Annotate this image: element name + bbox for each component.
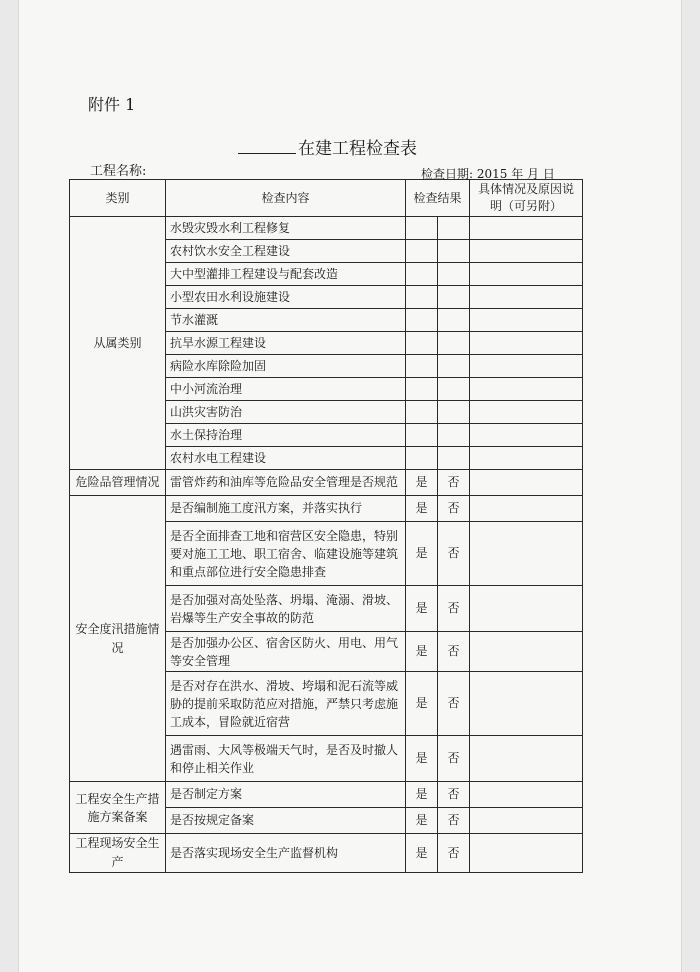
notes-cell[interactable] [470,447,583,470]
notes-cell[interactable] [470,378,583,401]
result-no-cell[interactable] [438,217,470,240]
content-cell: 雷管炸药和油库等危险品安全管理是否规范 [166,470,406,496]
content-cell: 是否对存在洪水、滑坡、垮塌和泥石流等威胁的提前采取防范应对措施，严禁只考虑施工成本，冒险就近宿营 [166,672,406,736]
result-yes-cell[interactable]: 是 [406,736,438,782]
notes-cell[interactable] [470,522,583,586]
result-no-cell[interactable] [438,355,470,378]
result-yes-cell[interactable]: 是 [406,522,438,586]
result-yes-cell[interactable] [406,286,438,309]
inspection-date-label: 检查日期: 2015 年 月 日 [421,167,555,181]
result-no-cell[interactable] [438,332,470,355]
result-no-cell[interactable]: 否 [438,672,470,736]
category-cell: 安全度汛措施情况 [70,496,166,782]
content-cell: 是否加强办公区、宿舍区防火、用电、用气等安全管理 [166,632,406,672]
result-no-cell[interactable] [438,401,470,424]
table-row [70,834,583,873]
result-no-cell[interactable]: 否 [438,522,470,586]
result-no-cell[interactable]: 否 [438,736,470,782]
notes-cell[interactable] [470,309,583,332]
result-yes-cell[interactable]: 是 [406,672,438,736]
title-text: 在建工程检查表 [298,139,417,159]
result-yes-cell[interactable] [406,378,438,401]
notes-cell[interactable] [470,401,583,424]
result-no-cell[interactable]: 否 [438,782,470,808]
notes-cell[interactable] [470,736,583,782]
notes-cell[interactable] [470,782,583,808]
notes-cell[interactable] [470,470,583,496]
content-cell: 水毁灾毁水利工程修复 [166,217,406,240]
col-header-notes: 具体情况及原因说明（可另附） [470,180,583,217]
col-header-category: 类别 [70,180,166,217]
project-name-label: 工程名称: [90,164,147,179]
notes-cell[interactable] [470,586,583,632]
table-row [70,217,583,240]
notes-cell[interactable] [470,355,583,378]
result-yes-cell[interactable] [406,332,438,355]
page-title [238,134,417,159]
content-cell: 病险水库除险加固 [166,355,406,378]
table-row [70,782,583,808]
content-cell: 是否按规定备案 [166,808,406,834]
col-header-content: 检查内容 [166,180,406,217]
result-yes-cell[interactable]: 是 [406,470,438,496]
table-row [70,470,583,496]
result-yes-cell[interactable]: 是 [406,632,438,672]
result-yes-cell[interactable] [406,447,438,470]
result-no-cell[interactable] [438,309,470,332]
category-cell: 从属类别 [70,217,166,470]
result-no-cell[interactable]: 否 [438,808,470,834]
notes-cell[interactable] [470,424,583,447]
content-cell: 农村水电工程建设 [166,447,406,470]
result-no-cell[interactable] [438,378,470,401]
attachment-label: 附件 1 [88,95,136,114]
result-yes-cell[interactable]: 是 [406,496,438,522]
notes-cell[interactable] [470,496,583,522]
result-no-cell[interactable]: 否 [438,586,470,632]
category-cell: 工程安全生产措施方案备案 [70,782,166,834]
notes-cell[interactable] [470,672,583,736]
content-cell: 中小河流治理 [166,378,406,401]
notes-cell[interactable] [470,332,583,355]
result-no-cell[interactable]: 否 [438,470,470,496]
notes-cell[interactable] [470,217,583,240]
content-cell: 遇雷雨、大风等极端天气时，是否及时撤人和停止相关作业 [166,736,406,782]
content-cell: 抗旱水源工程建设 [166,332,406,355]
notes-cell[interactable] [470,632,583,672]
result-yes-cell[interactable]: 是 [406,782,438,808]
result-yes-cell[interactable] [406,424,438,447]
result-yes-cell[interactable] [406,309,438,332]
notes-cell[interactable] [470,834,583,873]
table-header-row [70,180,583,217]
inspection-table [69,179,583,873]
notes-cell[interactable] [470,808,583,834]
col-header-result: 检查结果 [406,180,470,217]
content-cell: 是否加强对高处坠落、坍塌、淹溺、滑坡、岩爆等生产安全事故的防范 [166,586,406,632]
category-cell: 工程现场安全生产 [70,834,166,873]
content-cell: 小型农田水利设施建设 [166,286,406,309]
result-yes-cell[interactable] [406,263,438,286]
result-yes-cell[interactable]: 是 [406,808,438,834]
content-cell: 山洪灾害防治 [166,401,406,424]
result-no-cell[interactable] [438,286,470,309]
notes-cell[interactable] [470,263,583,286]
notes-cell[interactable] [470,286,583,309]
result-no-cell[interactable] [438,424,470,447]
content-cell: 农村饮水安全工程建设 [166,240,406,263]
result-yes-cell[interactable] [406,240,438,263]
content-cell: 水土保持治理 [166,424,406,447]
content-cell: 节水灌溉 [166,309,406,332]
result-no-cell[interactable]: 否 [438,632,470,672]
table-row [70,496,583,522]
content-cell: 大中型灌排工程建设与配套改造 [166,263,406,286]
result-yes-cell[interactable] [406,401,438,424]
result-yes-cell[interactable]: 是 [406,834,438,873]
result-no-cell[interactable]: 否 [438,834,470,873]
inspection-table-body [70,180,583,873]
content-cell: 是否制定方案 [166,782,406,808]
title-blank-line [238,139,296,154]
result-yes-cell[interactable] [406,355,438,378]
result-no-cell[interactable] [438,240,470,263]
content-cell: 是否落实现场安全生产监督机构 [166,834,406,873]
result-yes-cell[interactable]: 是 [406,586,438,632]
result-no-cell[interactable] [438,263,470,286]
category-cell: 危险品管理情况 [70,470,166,496]
notes-cell[interactable] [470,240,583,263]
result-yes-cell[interactable] [406,217,438,240]
content-cell: 是否全面排查工地和宿营区安全隐患，特别要对施工工地、职工宿舍、临建设施等建筑和重点部位进行安全隐患排查 [166,522,406,586]
result-no-cell[interactable] [438,447,470,470]
result-no-cell[interactable]: 否 [438,496,470,522]
content-cell: 是否编制施工度汛方案，并落实执行 [166,496,406,522]
